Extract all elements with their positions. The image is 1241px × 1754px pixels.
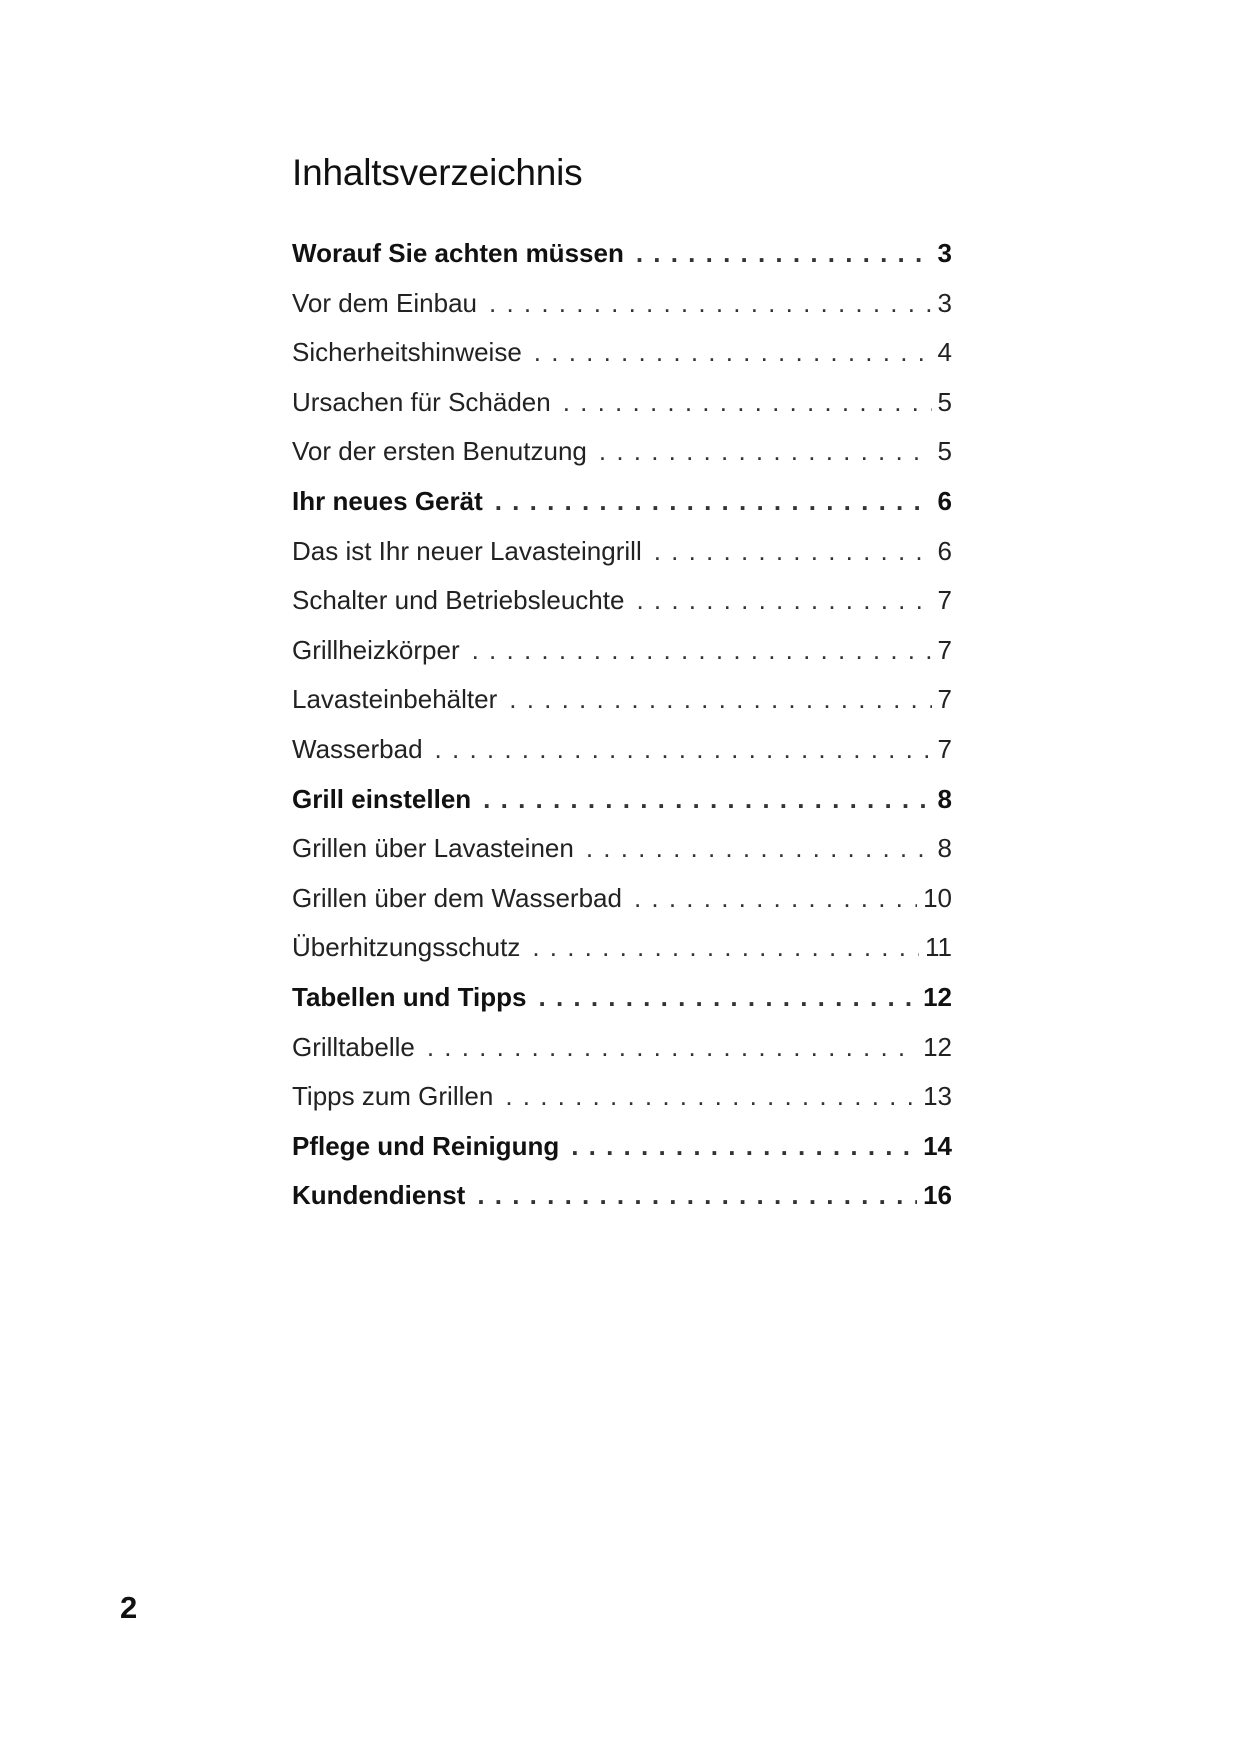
toc-entry-label: Pflege und Reinigung — [292, 1130, 560, 1161]
toc-entry[interactable] — [292, 536, 952, 586]
toc-entry-label: Tipps zum Grillen — [292, 1081, 494, 1112]
toc-entry-label: Das ist Ihr neuer Lavasteingrill — [292, 535, 642, 566]
toc-entry-label: Grillen über Lavasteinen — [292, 833, 574, 864]
toc-entry[interactable] — [292, 684, 952, 734]
dot-leader — [563, 387, 932, 418]
toc-entry-page: 4 — [937, 337, 952, 368]
toc-entry-label: Grillheizkörper — [292, 634, 460, 665]
toc-entry-label: Überhitzungsschutz — [292, 932, 521, 963]
toc-entry[interactable] — [292, 883, 952, 933]
toc-entry[interactable] — [292, 436, 952, 486]
toc-entry[interactable] — [292, 1180, 952, 1230]
dot-leader — [509, 684, 931, 715]
toc-entry-page: 8 — [937, 783, 952, 814]
toc-entry[interactable] — [292, 734, 952, 784]
toc-entry-page: 13 — [923, 1081, 952, 1112]
toc-entry-page: 7 — [937, 733, 952, 764]
toc-entry[interactable] — [292, 238, 952, 288]
toc-entry-page: 5 — [937, 436, 952, 467]
toc-entry-page: 12 — [923, 1031, 952, 1062]
toc-entry-label: Sicherheitshinweise — [292, 337, 522, 368]
toc-entry-page: 8 — [937, 833, 952, 864]
toc-entry-label: Vor dem Einbau — [292, 287, 478, 318]
toc-entry-label: Vor der ersten Benutzung — [292, 436, 587, 467]
toc-entry[interactable] — [292, 1032, 952, 1082]
dot-leader — [435, 734, 932, 765]
toc-entry-page: 16 — [923, 1180, 952, 1211]
dot-leader — [534, 337, 932, 368]
toc-entry-page: 3 — [937, 238, 952, 268]
dot-leader — [505, 1081, 917, 1112]
toc-entry-label: Ursachen für Schäden — [292, 386, 551, 417]
toc-entry-label: Schalter und Betriebsleuchte — [292, 585, 625, 616]
dot-leader — [427, 1032, 917, 1063]
toc-entry-page: 6 — [937, 535, 952, 566]
toc-entry[interactable] — [292, 635, 952, 685]
toc-entry-page: 10 — [923, 882, 952, 913]
toc-entry-label: Grill einstellen — [292, 783, 472, 814]
dot-leader — [654, 536, 932, 567]
toc-entry-label: Tabellen und Tipps — [292, 981, 527, 1012]
toc-entry[interactable] — [292, 585, 952, 635]
toc-entry-page: 11 — [925, 932, 952, 963]
toc-entry-page: 14 — [923, 1130, 952, 1161]
toc-entry-page: 12 — [923, 981, 952, 1012]
dot-leader — [472, 635, 932, 666]
toc-entry[interactable] — [292, 932, 952, 982]
toc-entry-page: 7 — [937, 684, 952, 715]
toc-entry[interactable] — [292, 833, 952, 883]
dot-leader — [636, 238, 932, 269]
toc-title: Inhaltsverzeichnis — [292, 152, 583, 193]
toc-entry-label: Lavasteinbehälter — [292, 684, 498, 715]
dot-leader — [489, 288, 932, 319]
toc-entry[interactable] — [292, 1081, 952, 1131]
dot-leader — [532, 932, 919, 963]
toc-entry-page: 7 — [937, 585, 952, 616]
toc-entry[interactable] — [292, 337, 952, 387]
toc-entry-label: Grilltabelle — [292, 1031, 415, 1062]
toc-entry[interactable] — [292, 288, 952, 338]
toc-entry[interactable] — [292, 982, 952, 1032]
toc-entry[interactable] — [292, 1131, 952, 1181]
toc-entry-label: Worauf Sie achten müssen — [292, 238, 624, 268]
toc-entry-page: 7 — [937, 634, 952, 665]
dot-leader — [636, 585, 931, 616]
toc-entry-page: 5 — [937, 386, 952, 417]
toc-entry[interactable] — [292, 486, 952, 536]
toc-entry[interactable] — [292, 784, 952, 834]
toc-entry-label: Kundendienst — [292, 1180, 466, 1211]
toc-entry-page: 3 — [937, 287, 952, 318]
toc-entry-label: Wasserbad — [292, 733, 423, 764]
toc-entry[interactable] — [292, 387, 952, 437]
dot-leader — [586, 833, 932, 864]
dot-leader — [495, 486, 932, 517]
dot-leader — [571, 1131, 917, 1162]
table-of-contents — [292, 238, 952, 1230]
dot-leader — [599, 436, 932, 467]
page-number: 2 — [120, 1590, 138, 1625]
dot-leader — [477, 1180, 917, 1211]
dot-leader — [539, 982, 918, 1013]
toc-entry-page: 6 — [937, 485, 952, 516]
dot-leader — [483, 784, 931, 815]
dot-leader — [634, 883, 917, 914]
toc-entry-label: Ihr neues Gerät — [292, 485, 483, 516]
toc-entry-label: Grillen über dem Wasserbad — [292, 882, 622, 913]
